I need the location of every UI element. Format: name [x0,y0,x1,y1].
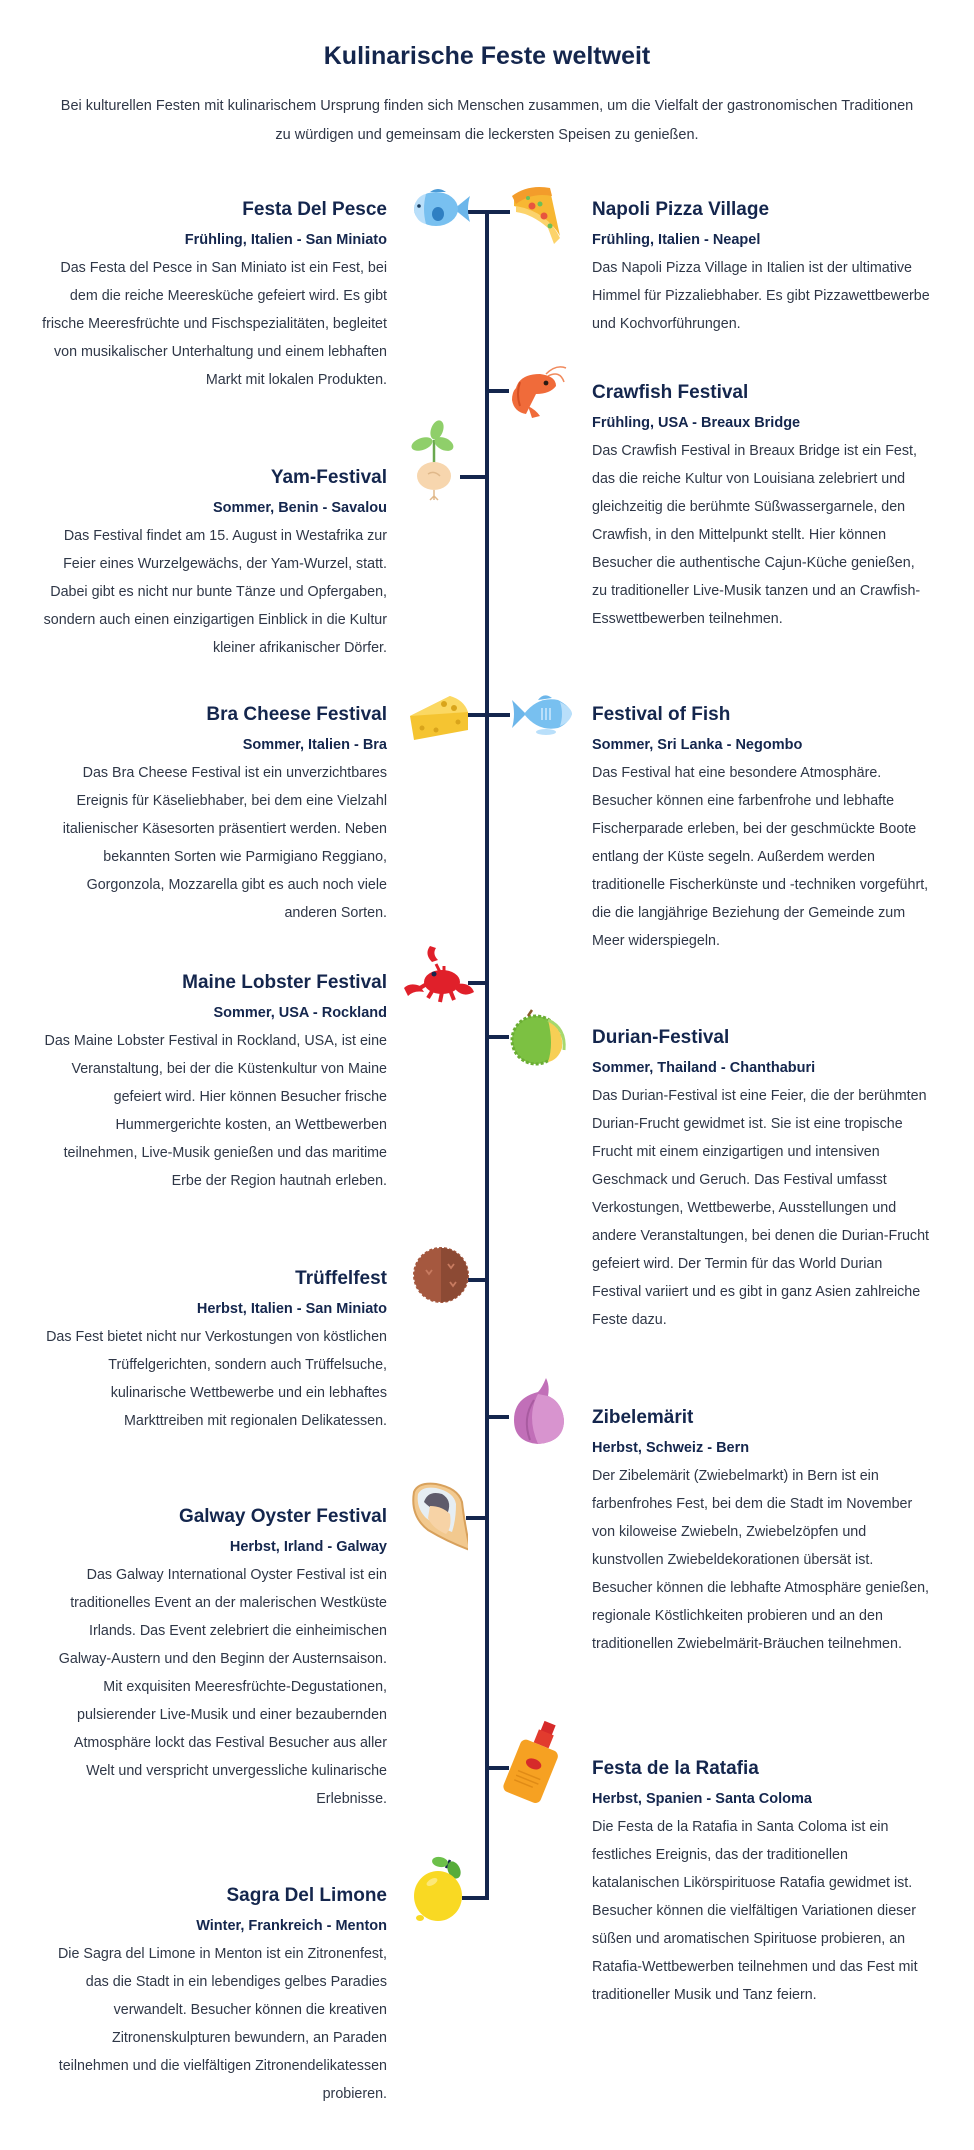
festival-description: Der Zibelemärit (Zwiebelmarkt) in Bern ist ein farbenfrohes Fest, bei dem die Stadt im November von kiloweise Zwiebeln, Zwiebelzöpfen und kunstvollen Zwiebeldekorationen übersät ist. Besucher können die lebhafte Atmosphäre genießen, regionale Köstlichkeiten probieren und an den traditionellen Zwiebelmärit-Bräuchen teilnehmen. [592,1468,930,1652]
festival-entry [592,1025,932,1334]
festival-description: Das Festa del Pesce in San Miniato ist ein Fest, bei dem die reiche Meeresküche gefeiert wird. Es gibt frische Meeresfrüchte und Fischspezialitäten, begleitet von musikalischer Unterhaltung und einem lebhaften Markt mit lokalen Produkten. [42,260,387,388]
festival-entry [42,1883,387,2108]
festival-title: Festival of Fish [592,704,731,725]
festival-subtitle: Winter, Frankreich - Menton [196,1918,387,1934]
festival-description: Die Sagra del Limone in Menton ist ein Zitronenfest, das die Stadt in ein lebendiges gelbes Paradies verwandelt. Besucher können die kreativen Zitronenskulpturen bewundern, an Paraden teilnehmen und die vielfältigen Zitronendelikatessen probieren. [57,1946,387,2102]
festival-description: Das Durian-Festival ist eine Feier, die der berühmten Durian-Frucht gewidmet ist. Sie ist eine tropische Frucht mit einem einzigartigen und intensiven Geschmack und Geruch. Das Festival umfasst Verkostungen, Wettbewerbe, Ausstellungen und andere Veranstaltungen, bei denen die Durian-Frucht gefeiert wird. Der Termin für das World Durian Festival variiert und es gibt in ganz Asien zahlreiche Feste dazu. [592,1088,929,1328]
festival-entry [42,197,387,394]
festival-description: Das Bra Cheese Festival ist ein unverzichtbares Ereignis für Käseliebhaber, bei dem eine Vielzahl italienischer Käsesorten präsentiert werden. Neben bekannten Sorten wie Parmigiano Reggiano, Gorgonzola, Mozzarella gibt es auch noch viele anderen Sorten. [62,765,387,921]
festival-subtitle: Frühling, USA - Breaux Bridge [592,415,801,431]
festival-title: Napoli Pizza Village [592,199,770,220]
festival-description: Das Napoli Pizza Village in Italien ist der ultimative Himmel für Pizzaliebhaber. Es gibt Pizzawettbewerbe und Kochvorführungen. [592,260,930,332]
festival-entry [592,1756,932,2009]
timeline-connector [468,210,510,214]
festival-title: Festa Del Pesce [242,199,387,220]
festival-entry [592,380,932,633]
festival-subtitle: Sommer, Benin - Savalou [212,500,387,516]
festival-entry [592,1405,932,1658]
timeline-connector [460,475,487,479]
fish-icon [410,186,472,232]
yam-icon [406,420,462,502]
timeline-connector [489,1035,509,1039]
cheese-icon [406,686,470,742]
timeline-connector [468,1278,487,1282]
festival-title: Crawfish Festival [592,382,749,403]
festival-title: Galway Oyster Festival [178,1506,387,1527]
festival-title: Trüffelfest [295,1268,387,1289]
festival-description: Das Maine Lobster Festival in Rockland, USA, ist eine Veranstaltung, bei der die Küstenkultur von Maine gefeiert wird. Hier können Besucher frische Hummergerichte kosten, an Wettbewerben teilnehmen, Live-Musik genießen und das maritime Erbe der Region hautnah erleben. [44,1033,387,1189]
fish-icon [508,692,574,738]
lobster-icon [400,942,480,1008]
shrimp-icon [506,362,568,420]
festival-title: Maine Lobster Festival [182,972,387,993]
onion-icon [508,1376,568,1448]
festival-title: Durian-Festival [592,1027,730,1048]
page-title: Kulinarische Feste weltweit [323,42,651,70]
festival-subtitle: Sommer, Sri Lanka - Negombo [592,737,803,753]
festival-title: Yam-Festival [270,467,387,488]
festival-description: Das Festival findet am 15. August in Westafrika zur Feier eines Wurzelgewächs, der Yam-Wurzel, statt. Dabei gibt es nicht nur bunte Tänze und Opfergaben, sondern auch einen einzigartigen Einblick in die Kultur kleiner afrikanischer Dörfer. [43,528,387,656]
festival-subtitle: Herbst, Spanien - Santa Coloma [592,1791,812,1807]
timeline-line [485,210,489,1900]
festival-entry [592,702,932,955]
festival-entry [42,465,387,662]
festival-title: Bra Cheese Festival [206,704,387,725]
festival-subtitle: Herbst, Irland - Galway [229,1539,387,1555]
festival-entry [592,197,932,338]
festival-subtitle: Sommer, Italien - Bra [242,737,387,753]
festival-description: Das Galway International Oyster Festival ist ein traditionelles Event an der malerischen Westküste Irlands. Das Event zelebriert die einheimischen Galway-Austern und den Beginn der Austernsaison. Mit exquisiten Meeresfrüchte-Degustationen, pulsierender Live-Musik und einer bezaubernden Atmosphäre lockt das Festival Besucher aus aller Welt und verspricht unvergessliche kulinarische Erlebnisse. [58,1567,387,1807]
truffle-icon [412,1246,470,1304]
festival-subtitle: Frühling, Italien - Neapel [592,232,761,248]
timeline-connector [468,713,510,717]
festival-subtitle: Herbst, Italien - San Miniato [196,1301,387,1317]
festival-subtitle: Herbst, Schweiz - Bern [592,1440,750,1456]
festival-subtitle: Sommer, USA - Rockland [213,1005,387,1021]
festival-title: Sagra Del Limone [226,1885,387,1906]
festival-description: Das Fest bietet nicht nur Verkostungen von köstlichen Trüffelgerichten, sondern auch Trüffelsuche, kulinarische Wettbewerbe und ein lebhaftes Markttreiben mit regionalen Delikatessen. [46,1329,387,1429]
timeline-connector [489,1415,509,1419]
festival-entry [42,1504,387,1813]
lemon-icon [410,1854,470,1924]
pizza-icon [508,184,568,246]
durian-icon [508,1008,570,1070]
festival-description: Das Crawfish Festival in Breaux Bridge ist ein Fest, das die reiche Kultur von Louisiana zelebriert und gleichzeitig die berühmte Süßwassergarnele, den Crawfish, in den Mittelpunkt stellt. Hier können Besucher die authentische Cajun-Küche genießen, zu traditioneller Live-Musik tanzen und an Crawfish-Esswettbewerben teilnehmen. [592,443,921,627]
festival-title: Festa de la Ratafia [592,1758,759,1779]
festival-entry [42,1266,387,1435]
festival-title: Zibelemärit [592,1407,694,1428]
festival-description: Das Festival hat eine besondere Atmosphäre. Besucher können eine farbenfrohe und lebhafte Fischerparade erleben, bei der geschmückte Boote entlang der Küste segeln. Außerdem werden traditionelle Fischerkünste und -techniken vorgeführt, die die langjährige Beziehung der Gemeinde zum Meer widerspiegeln. [592,765,929,949]
intro-text: Bei kulturellen Festen mit kulinarischem Ursprung finden sich Menschen zusammen, um die Vielfalt der gastronomischen Traditionen zu würdigen und gemeinsam die leckersten Speisen zu genießen. [60,98,914,143]
festival-entry [42,970,387,1195]
timeline-connector [466,1516,487,1520]
festival-subtitle: Sommer, Thailand - Chanthaburi [592,1060,816,1076]
festival-entry [42,702,387,927]
festival-subtitle: Frühling, Italien - San Miniato [184,232,387,248]
festival-description: Die Festa de la Ratafia in Santa Coloma ist ein festliches Ereignis, das der traditionellen katalanischen Likörspirituose Ratafia gewidmet ist. Besucher können die vielfältigen Variationen dieser süßen und aromatischen Spirituose probieren, an Ratafia-Wettbewerben teilnehmen und das Fest mit traditioneller Musik und Tanz feiern. [592,1819,918,2003]
oyster-icon [408,1480,468,1552]
liquor-bottle-icon [500,1718,568,1808]
